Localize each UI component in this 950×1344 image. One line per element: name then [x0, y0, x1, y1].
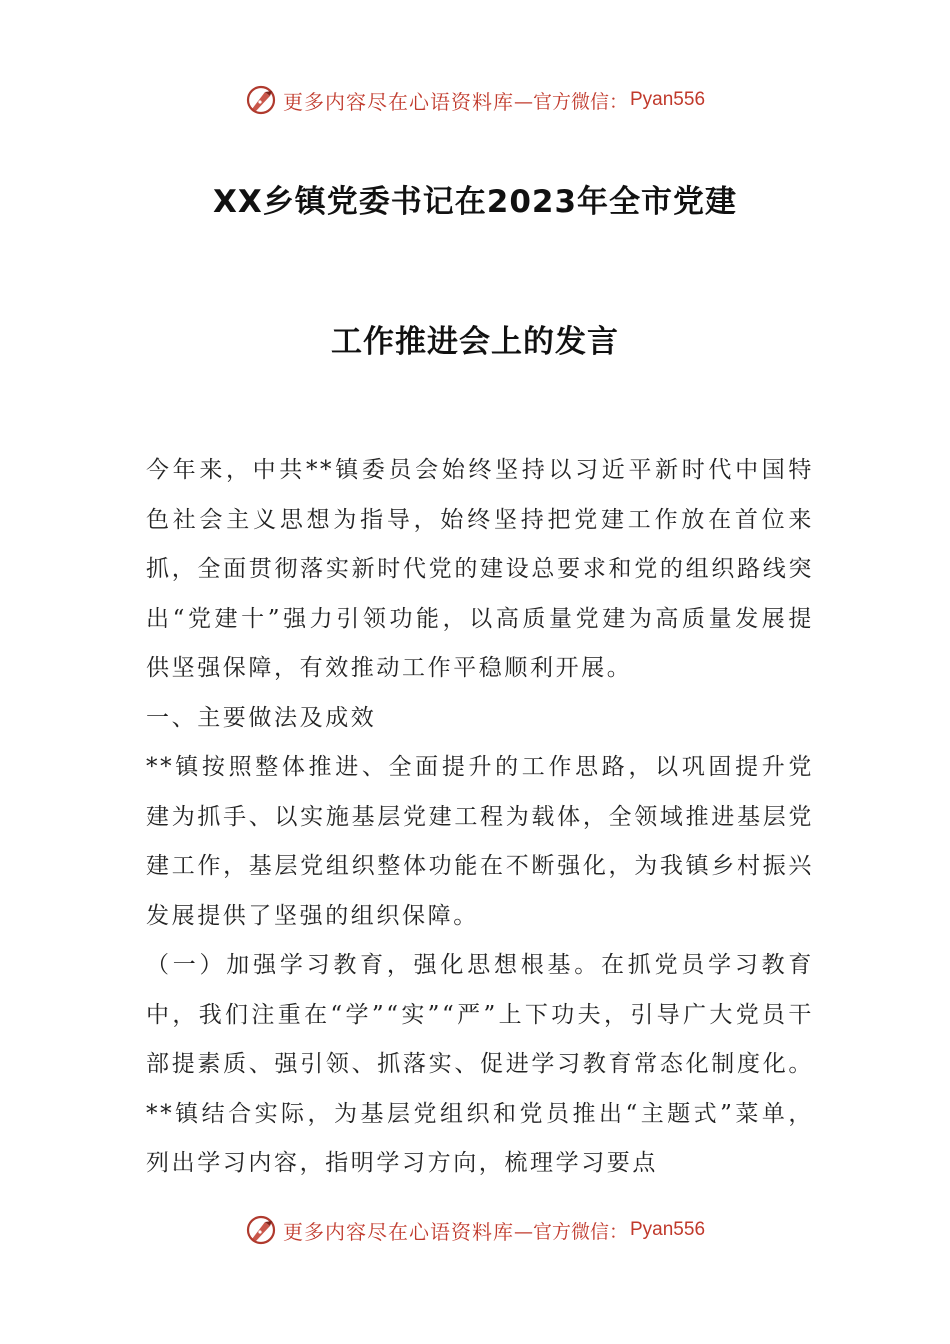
watermark-brand-text: 更多内容尽在心语资料库: [282, 89, 514, 114]
header-watermark: [0, 78, 950, 122]
watermark-wechat-id: Pyan556: [630, 89, 706, 110]
footer-watermark: [0, 1208, 950, 1252]
document-title-line-2: 工作推进会上的发言: [331, 324, 619, 360]
watermark-wechat-id: Pyan556: [630, 1219, 706, 1240]
section-heading: 一、主要做法及成效: [146, 704, 377, 731]
document-body: [146, 446, 814, 1189]
pen-nib-logo-icon: [245, 84, 277, 116]
watermark-brand-text: 更多内容尽在心语资料库: [282, 1219, 514, 1244]
body-paragraph: **镇按照整体推进、全面提升的工作思路，以巩固提升党建为抓手、以实施基层党建工程为载体，全领域推进基层党建工作，基层党组织整体功能在不断强化，为我镇乡村振兴发展提供了坚强的组织保障。: [146, 754, 814, 929]
intro-paragraph: 今年来，中共**镇委员会始终坚持以习近平新时代中国特色社会主义思想为指导，始终坚持把党建工作放在首位来抓，全面贯彻落实新时代党的建设总要求和党的组织路线突出“党建十”强力引领功能，以高质量党建为高质量发展提供坚强保障，有效推动工作平稳顺利开展。: [146, 457, 814, 681]
subsection-paragraph: （一）加强学习教育，强化思想根基。在抓党员学习教育中，我们注重在“学”“实”“严”上下功夫，引导广大党员干部提素质、强引领、抓落实、促进学习教育常态化制度化。**镇结合实际，为基层党组织和党员推出“主题式”菜单，列出学习内容，指明学习方向，梳理学习要点: [146, 952, 814, 1176]
watermark-contact-text: —官方微信：: [513, 1220, 628, 1243]
pen-nib-logo-icon: [245, 1214, 277, 1246]
watermark-contact-text: —官方微信：: [513, 90, 628, 113]
document-title-line-1: XX乡镇党委书记在2023年全市党建: [212, 184, 738, 220]
